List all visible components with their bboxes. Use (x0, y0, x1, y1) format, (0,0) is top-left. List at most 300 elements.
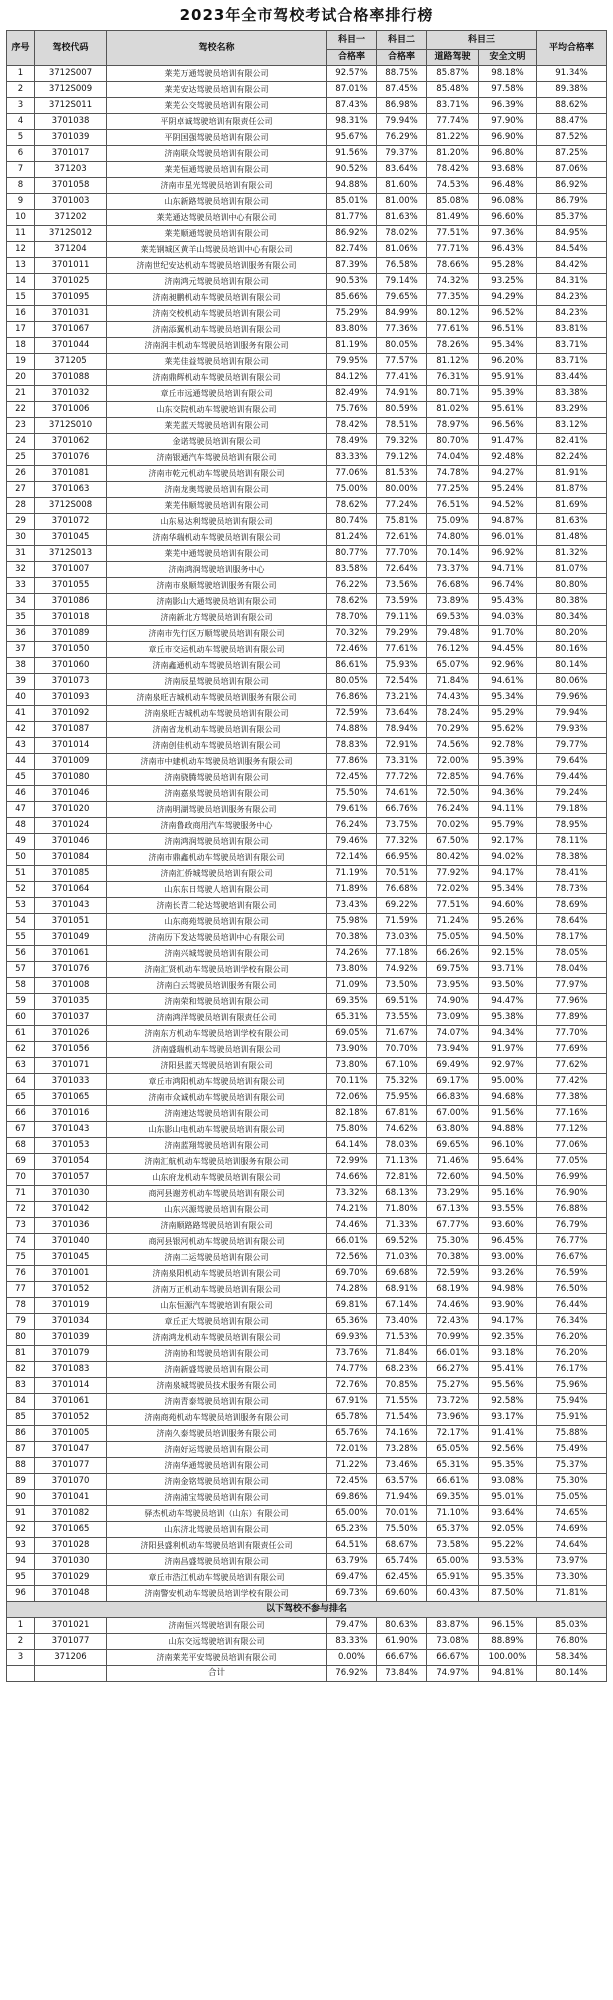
cell-k1: 0.00% (327, 1650, 377, 1666)
cell-k1: 66.01% (327, 1234, 377, 1250)
cell-k1: 69.47% (327, 1570, 377, 1586)
table-row (7, 1234, 607, 1250)
cell-k1: 75.76% (327, 402, 377, 418)
cell-avg: 80.34% (537, 610, 607, 626)
total-k1: 76.92% (327, 1666, 377, 1682)
cell-avg: 84.23% (537, 306, 607, 322)
cell-k3-safe: 92.35% (479, 1330, 537, 1346)
cell-seq: 94 (7, 1554, 35, 1570)
cell-k2: 75.93% (377, 658, 427, 674)
cell-k1: 71.09% (327, 978, 377, 994)
cell-k1: 65.36% (327, 1314, 377, 1330)
cell-name: 山东恒源汽车驾驶培训有限公司 (107, 1298, 327, 1314)
cell-seq: 42 (7, 722, 35, 738)
cell-k2: 71.59% (377, 914, 427, 930)
cell-seq: 69 (7, 1154, 35, 1170)
cell-k3-safe: 95.91% (479, 370, 537, 386)
cell-code: 3701076 (35, 450, 107, 466)
cell-code: 371203 (35, 162, 107, 178)
cell-k2: 71.54% (377, 1410, 427, 1426)
cell-k3-road: 74.46% (427, 1298, 479, 1314)
cell-name: 济南东方机动车驾驶员培训学校有限公司 (107, 1026, 327, 1042)
cell-avg: 79.64% (537, 754, 607, 770)
table-row (7, 194, 607, 210)
cell-seq: 80 (7, 1330, 35, 1346)
cell-name: 济阳县蓝天驾驶员培训有限公司 (107, 1058, 327, 1074)
cell-k3-safe: 95.62% (479, 722, 537, 738)
cell-k1: 74.88% (327, 722, 377, 738)
table-row (7, 1330, 607, 1346)
cell-avg: 84.31% (537, 274, 607, 290)
cell-seq: 19 (7, 354, 35, 370)
cell-name: 济南泉城驾驶员技术服务有限公司 (107, 1378, 327, 1394)
cell-seq: 47 (7, 802, 35, 818)
cell-k3-safe: 96.01% (479, 530, 537, 546)
cell-name: 济南汇贤机动车驾驶员培训学校有限公司 (107, 962, 327, 978)
cell-k2: 71.80% (377, 1202, 427, 1218)
cell-code: 3701014 (35, 1378, 107, 1394)
cell-k3-safe: 95.61% (479, 402, 537, 418)
table-row (7, 1586, 607, 1602)
cell-code: 3701081 (35, 466, 107, 482)
cell-code: 3701085 (35, 866, 107, 882)
cell-avg: 75.37% (537, 1458, 607, 1474)
cell-k3-road: 74.90% (427, 994, 479, 1010)
cell-seq: 6 (7, 146, 35, 162)
cell-name: 莱芜钢城区黄羊山驾驶员培训中心有限公司 (107, 242, 327, 258)
table-row (7, 1138, 607, 1154)
cell-code: 3701028 (35, 1538, 107, 1554)
cell-seq: 12 (7, 242, 35, 258)
cell-k3-road: 70.02% (427, 818, 479, 834)
cell-k1: 85.66% (327, 290, 377, 306)
cell-k1: 74.26% (327, 946, 377, 962)
cell-avg: 82.24% (537, 450, 607, 466)
cell-k1: 95.67% (327, 130, 377, 146)
cell-code: 3701043 (35, 898, 107, 914)
cell-k2: 71.55% (377, 1394, 427, 1410)
cell-code: 3701079 (35, 1346, 107, 1362)
cell-name: 山东交院机动车驾驶培训有限公司 (107, 402, 327, 418)
cell-k3-safe: 91.97% (479, 1042, 537, 1058)
cell-code: 3701030 (35, 1186, 107, 1202)
cell-avg: 79.44% (537, 770, 607, 786)
cell-avg: 86.79% (537, 194, 607, 210)
cell-k3-safe: 95.00% (479, 1074, 537, 1090)
cell-k1: 69.93% (327, 1330, 377, 1346)
cell-name: 济南润丰机动车驾驶员培训服务有限公司 (107, 338, 327, 354)
cell-k3-safe: 94.76% (479, 770, 537, 786)
cell-avg: 79.77% (537, 738, 607, 754)
cell-avg: 88.47% (537, 114, 607, 130)
cell-k2: 81.53% (377, 466, 427, 482)
cell-k3-road: 73.95% (427, 978, 479, 994)
cell-k3-safe: 92.05% (479, 1522, 537, 1538)
cell-k3-safe: 96.90% (479, 130, 537, 146)
cell-avg: 76.90% (537, 1186, 607, 1202)
cell-k2: 78.02% (377, 226, 427, 242)
table-row (7, 818, 607, 834)
table-row (7, 962, 607, 978)
cell-code: 3701087 (35, 722, 107, 738)
cell-k2: 76.58% (377, 258, 427, 274)
cell-seq: 3 (7, 98, 35, 114)
table-row (7, 370, 607, 386)
cell-seq: 60 (7, 1010, 35, 1026)
cell-k1: 75.50% (327, 786, 377, 802)
cell-k2: 81.00% (377, 194, 427, 210)
cell-k3-road: 71.84% (427, 674, 479, 690)
cell-avg: 77.62% (537, 1058, 607, 1074)
cell-k2: 77.70% (377, 546, 427, 562)
cell-k3-road: 81.22% (427, 130, 479, 146)
cell-avg: 81.87% (537, 482, 607, 498)
table-header (7, 31, 607, 66)
cell-name: 济南长青二轮达驾驶培训有限公司 (107, 898, 327, 914)
cell-k1: 75.80% (327, 1122, 377, 1138)
cell-seq: 86 (7, 1426, 35, 1442)
table-row (7, 1394, 607, 1410)
cell-seq: 30 (7, 530, 35, 546)
cell-name: 济南青泰驾驶员培训有限公司 (107, 1394, 327, 1410)
table-row (7, 482, 607, 498)
cell-name: 济南华瑞机动车驾驶员培训有限公司 (107, 530, 327, 546)
cell-k2: 75.50% (377, 1522, 427, 1538)
cell-avg: 83.29% (537, 402, 607, 418)
cell-code: 3701045 (35, 530, 107, 546)
table-row (7, 242, 607, 258)
cell-code: 3701029 (35, 1570, 107, 1586)
cell-avg: 76.44% (537, 1298, 607, 1314)
cell-seq: 75 (7, 1250, 35, 1266)
cell-name: 济南金铭驾驶员培训有限公司 (107, 1474, 327, 1490)
cell-k1: 94.88% (327, 178, 377, 194)
cell-name: 济南商苑机动车驾驶员培训服务有限公司 (107, 1410, 327, 1426)
cell-seq: 92 (7, 1522, 35, 1538)
cell-k1: 82.49% (327, 386, 377, 402)
cell-seq: 51 (7, 866, 35, 882)
cell-code: 3712S008 (35, 498, 107, 514)
table-row (7, 162, 607, 178)
cell-code: 3701073 (35, 674, 107, 690)
cell-code: 3701086 (35, 594, 107, 610)
cell-name: 济南省龙机动车驾驶员培训有限公司 (107, 722, 327, 738)
cell-k1: 81.77% (327, 210, 377, 226)
cell-avg: 75.49% (537, 1442, 607, 1458)
cell-k3-road: 65.07% (427, 658, 479, 674)
table-row (7, 610, 607, 626)
cell-k2: 79.94% (377, 114, 427, 130)
cell-name: 济南交校机动车驾驶员培训有限公司 (107, 306, 327, 322)
cell-k3-road: 65.31% (427, 1458, 479, 1474)
cell-k1: 72.06% (327, 1090, 377, 1106)
cell-k1: 79.46% (327, 834, 377, 850)
cell-name: 莱芜公交驾驶员培训有限公司 (107, 98, 327, 114)
cell-code: 3701072 (35, 514, 107, 530)
cell-avg: 73.30% (537, 1570, 607, 1586)
table-row (7, 930, 607, 946)
cell-k2: 84.99% (377, 306, 427, 322)
total-k3-safe: 94.81% (479, 1666, 537, 1682)
cell-seq: 14 (7, 274, 35, 290)
cell-seq: 45 (7, 770, 35, 786)
cell-k2: 74.92% (377, 962, 427, 978)
cell-avg: 76.34% (537, 1314, 607, 1330)
cell-avg: 77.06% (537, 1138, 607, 1154)
cell-avg: 77.05% (537, 1154, 607, 1170)
cell-k3-safe: 96.10% (479, 1138, 537, 1154)
cell-k3-road: 66.27% (427, 1362, 479, 1378)
table-row (7, 1122, 607, 1138)
cell-k2: 71.03% (377, 1250, 427, 1266)
cell-k2: 73.50% (377, 978, 427, 994)
cell-k3-safe: 94.47% (479, 994, 537, 1010)
cell-k3-safe: 97.36% (479, 226, 537, 242)
cell-k1: 73.80% (327, 962, 377, 978)
cell-name: 济南鸿元驾驶员培训有限公司 (107, 274, 327, 290)
cell-seq: 32 (7, 562, 35, 578)
cell-name: 济南昌盛驾驶员培训有限公司 (107, 1554, 327, 1570)
cell-code: 3701031 (35, 306, 107, 322)
cell-k1: 63.79% (327, 1554, 377, 1570)
cell-k2: 73.55% (377, 1010, 427, 1026)
table-row (7, 1314, 607, 1330)
cell-avg: 74.65% (537, 1506, 607, 1522)
table-row (7, 834, 607, 850)
cell-seq: 57 (7, 962, 35, 978)
cell-name: 章丘市远通驾驶员培训有限公司 (107, 386, 327, 402)
cell-code: 3701084 (35, 850, 107, 866)
cell-k2: 69.52% (377, 1234, 427, 1250)
cell-k3-road: 69.35% (427, 1490, 479, 1506)
cell-name: 济南鸿润驾驶培训服务中心 (107, 562, 327, 578)
cell-k3-safe: 97.90% (479, 114, 537, 130)
cell-name: 济南新北方驾驶员培训有限公司 (107, 610, 327, 626)
cell-k2: 80.63% (377, 1618, 427, 1634)
cell-seq: 11 (7, 226, 35, 242)
cell-avg: 76.79% (537, 1218, 607, 1234)
cell-k1: 82.18% (327, 1106, 377, 1122)
cell-name: 济南龙奥驾驶员培训有限公司 (107, 482, 327, 498)
cell-k1: 71.89% (327, 882, 377, 898)
cell-avg: 84.23% (537, 290, 607, 306)
cell-code: 3701039 (35, 130, 107, 146)
cell-avg: 83.71% (537, 338, 607, 354)
cell-k3-road: 72.43% (427, 1314, 479, 1330)
cell-code: 3701047 (35, 1442, 107, 1458)
cell-avg: 74.69% (537, 1522, 607, 1538)
cell-code: 3701071 (35, 1058, 107, 1074)
cell-seq: 22 (7, 402, 35, 418)
table-row (7, 642, 607, 658)
cell-k1: 65.31% (327, 1010, 377, 1026)
cell-code: 3701019 (35, 1298, 107, 1314)
cell-avg: 74.64% (537, 1538, 607, 1554)
total-code (35, 1666, 107, 1682)
cell-k2: 72.54% (377, 674, 427, 690)
excluded-row (7, 1634, 607, 1650)
table-row (7, 882, 607, 898)
cell-k2: 77.24% (377, 498, 427, 514)
cell-k1: 81.19% (327, 338, 377, 354)
cell-k3-road: 70.14% (427, 546, 479, 562)
cell-name: 莱芜恒通驾驶员培训有限公司 (107, 162, 327, 178)
cell-avg: 76.50% (537, 1282, 607, 1298)
total-label: 合计 (107, 1666, 327, 1682)
cell-k3-safe: 94.50% (479, 930, 537, 946)
table-row (7, 1522, 607, 1538)
cell-code: 3701052 (35, 1410, 107, 1426)
cell-avg: 78.41% (537, 866, 607, 882)
cell-code: 371204 (35, 242, 107, 258)
cell-name: 济南蓝翔驾驶员培训有限公司 (107, 1138, 327, 1154)
cell-name: 济南银通汽车驾驶员培训有限公司 (107, 450, 327, 466)
cell-avg: 81.63% (537, 514, 607, 530)
table-row (7, 146, 607, 162)
cell-code: 3701046 (35, 786, 107, 802)
cell-code: 3701042 (35, 1202, 107, 1218)
cell-k3-safe: 95.28% (479, 258, 537, 274)
cell-k3-safe: 93.50% (479, 978, 537, 994)
cell-k3-safe: 96.43% (479, 242, 537, 258)
cell-seq: 24 (7, 434, 35, 450)
cell-k2: 83.64% (377, 162, 427, 178)
cell-avg: 82.41% (537, 434, 607, 450)
cell-k1: 67.91% (327, 1394, 377, 1410)
cell-k3-safe: 94.03% (479, 610, 537, 626)
cell-k3-road: 79.48% (427, 626, 479, 642)
cell-name: 济南历下发达驾驶员培训中心有限公司 (107, 930, 327, 946)
cell-k3-road: 76.31% (427, 370, 479, 386)
cell-avg: 83.44% (537, 370, 607, 386)
cell-k3-road: 74.80% (427, 530, 479, 546)
cell-name: 济南市乾元机动车驾驶员培训有限公司 (107, 466, 327, 482)
cell-k3-safe: 93.68% (479, 162, 537, 178)
cell-name: 济南鼎辉机动车驾驶员培训有限公司 (107, 370, 327, 386)
cell-k1: 69.81% (327, 1298, 377, 1314)
cell-seq: 93 (7, 1538, 35, 1554)
cell-avg: 71.81% (537, 1586, 607, 1602)
cell-name: 山东府龙机动车驾驶员培训有限公司 (107, 1170, 327, 1186)
cell-k3-safe: 91.70% (479, 626, 537, 642)
cell-k3-road: 71.24% (427, 914, 479, 930)
cell-k3-road: 67.00% (427, 1106, 479, 1122)
cell-name: 莱芜万通驾驶员培训有限公司 (107, 66, 327, 82)
cell-avg: 73.97% (537, 1554, 607, 1570)
cell-k3-road: 67.13% (427, 1202, 479, 1218)
header-name: 驾校名称 (107, 31, 327, 66)
cell-k3-safe: 96.45% (479, 1234, 537, 1250)
cell-k3-safe: 95.26% (479, 914, 537, 930)
table-row (7, 1058, 607, 1074)
cell-k2: 73.28% (377, 1442, 427, 1458)
cell-name: 济南鲁政商用汽车驾驶服务中心 (107, 818, 327, 834)
cell-avg: 78.11% (537, 834, 607, 850)
table-row (7, 1506, 607, 1522)
cell-code: 3701003 (35, 194, 107, 210)
table-row (7, 82, 607, 98)
cell-k3-road: 65.05% (427, 1442, 479, 1458)
cell-avg: 78.04% (537, 962, 607, 978)
cell-seq: 41 (7, 706, 35, 722)
cell-k2: 72.81% (377, 1170, 427, 1186)
cell-seq: 7 (7, 162, 35, 178)
cell-k3-road: 78.24% (427, 706, 479, 722)
cell-k1: 72.45% (327, 770, 377, 786)
cell-seq: 67 (7, 1122, 35, 1138)
cell-seq: 4 (7, 114, 35, 130)
cell-k3-road: 66.01% (427, 1346, 479, 1362)
cell-seq: 84 (7, 1394, 35, 1410)
cell-seq: 89 (7, 1474, 35, 1490)
cell-avg: 76.99% (537, 1170, 607, 1186)
cell-k3-road: 71.10% (427, 1506, 479, 1522)
cell-seq: 87 (7, 1442, 35, 1458)
table-row (7, 1410, 607, 1426)
cell-seq: 53 (7, 898, 35, 914)
cell-code: 3712S013 (35, 546, 107, 562)
table-row (7, 578, 607, 594)
cell-k1: 72.01% (327, 1442, 377, 1458)
cell-code: 3701017 (35, 146, 107, 162)
table-row (7, 722, 607, 738)
cell-seq: 3 (7, 1650, 35, 1666)
cell-k3-road: 75.27% (427, 1378, 479, 1394)
cell-k2: 63.57% (377, 1474, 427, 1490)
cell-k2: 75.81% (377, 514, 427, 530)
cell-code: 3701007 (35, 562, 107, 578)
table-row (7, 770, 607, 786)
table-row (7, 914, 607, 930)
table-row (7, 1474, 607, 1490)
cell-code: 3701024 (35, 818, 107, 834)
table-row (7, 338, 607, 354)
cell-code: 3701039 (35, 1330, 107, 1346)
cell-avg: 76.20% (537, 1346, 607, 1362)
cell-k1: 90.52% (327, 162, 377, 178)
cell-k1: 72.59% (327, 706, 377, 722)
cell-seq: 5 (7, 130, 35, 146)
cell-code: 3701064 (35, 882, 107, 898)
cell-k2: 77.18% (377, 946, 427, 962)
cell-k3-safe: 94.34% (479, 1026, 537, 1042)
cell-avg: 76.20% (537, 1330, 607, 1346)
table-row (7, 1090, 607, 1106)
cell-seq: 83 (7, 1378, 35, 1394)
cell-code: 3701051 (35, 914, 107, 930)
cell-avg: 80.20% (537, 626, 607, 642)
cell-seq: 58 (7, 978, 35, 994)
cell-k3-safe: 94.27% (479, 466, 537, 482)
table-row (7, 1346, 607, 1362)
cell-k3-road: 63.80% (427, 1122, 479, 1138)
total-k2: 73.84% (377, 1666, 427, 1682)
cell-k2: 68.91% (377, 1282, 427, 1298)
cell-k3-road: 78.97% (427, 418, 479, 434)
cell-k3-safe: 95.24% (479, 482, 537, 498)
cell-k2: 79.65% (377, 290, 427, 306)
cell-k3-road: 78.42% (427, 162, 479, 178)
cell-avg: 76.80% (537, 1634, 607, 1650)
cell-seq: 38 (7, 658, 35, 674)
page-title: 2023年全市驾校考试合格率排行榜 (179, 6, 434, 24)
cell-k1: 85.01% (327, 194, 377, 210)
cell-k2: 71.94% (377, 1490, 427, 1506)
cell-avg: 89.38% (537, 82, 607, 98)
cell-k3-safe: 93.71% (479, 962, 537, 978)
cell-k3-safe: 96.39% (479, 98, 537, 114)
cell-seq: 1 (7, 66, 35, 82)
